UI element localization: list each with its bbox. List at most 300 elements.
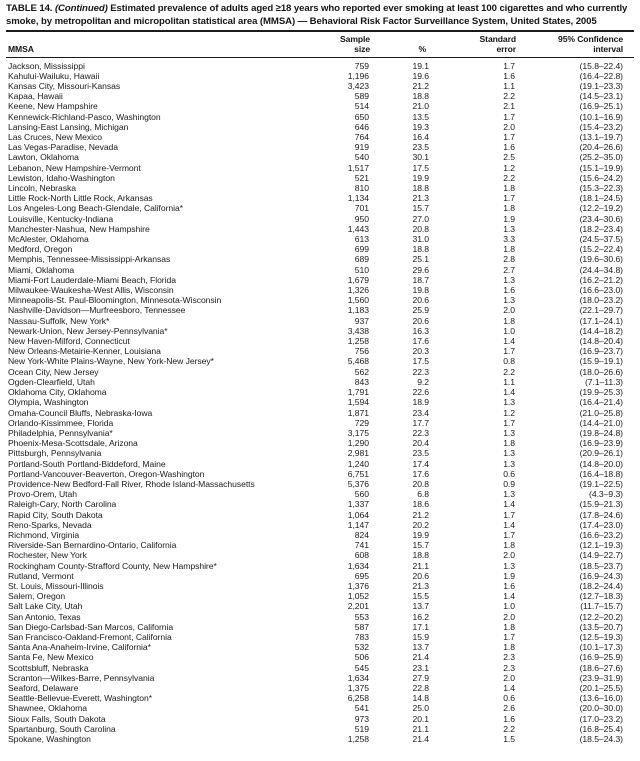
- sample-size-cell: 646: [354, 121, 369, 132]
- confidence-interval-cell: (13.5–20.7): [579, 621, 623, 632]
- mmsa-cell: Providence-New Bedford-Fall River, Rhode Island-Massachusetts: [8, 478, 255, 489]
- percent-cell: 17.5: [412, 356, 429, 367]
- standard-error-cell: 1.0: [503, 325, 515, 336]
- mmsa-cell: Lawton, Oklahoma: [8, 152, 79, 163]
- table-row: [6, 346, 634, 356]
- standard-error-cell: 1.0: [503, 601, 515, 612]
- percent-cell: 22.8: [412, 682, 429, 693]
- confidence-interval-cell: (15.6–24.2): [579, 172, 623, 183]
- sample-size-cell: 1,560: [347, 295, 369, 306]
- confidence-interval-cell: (15.3–22.3): [579, 183, 623, 194]
- mmsa-cell: Sioux Falls, South Dakota: [8, 713, 106, 724]
- standard-error-cell: 1.6: [503, 580, 515, 591]
- percent-cell: 17.7: [412, 417, 429, 428]
- mmsa-cell: Rochester, New York: [8, 550, 87, 561]
- sample-size-cell: 759: [354, 60, 369, 71]
- sample-size-cell: 699: [354, 244, 369, 255]
- confidence-interval-cell: (16.9–23.9): [579, 438, 623, 449]
- standard-error-cell: 1.7: [503, 193, 515, 204]
- table-row: [6, 652, 634, 662]
- percent-cell: 15.5: [412, 591, 429, 602]
- standard-error-cell: 1.5: [503, 734, 515, 744]
- standard-error-cell: 1.4: [503, 336, 515, 347]
- percent-cell: 16.3: [412, 325, 429, 336]
- standard-error-cell: 1.8: [503, 315, 515, 326]
- sample-size-cell: 1,517: [347, 162, 369, 173]
- mmsa-cell: Miami-Fort Lauderdale-Miami Beach, Florida: [8, 274, 176, 285]
- percent-cell: 21.1: [412, 560, 429, 571]
- confidence-interval-cell: (21.0–25.8): [579, 407, 623, 418]
- sample-size-cell: 5,376: [347, 478, 369, 489]
- percent-cell: 16.4: [412, 132, 429, 143]
- standard-error-cell: 1.8: [503, 244, 515, 255]
- table-row: [6, 152, 634, 162]
- confidence-interval-cell: (14.4–21.0): [579, 417, 623, 428]
- sample-size-cell: 824: [354, 529, 369, 540]
- percent-cell: 20.8: [412, 478, 429, 489]
- standard-error-cell: 3.3: [503, 234, 515, 245]
- confidence-interval-cell: (19.8–24.8): [579, 427, 623, 438]
- percent-cell: 13.7: [412, 642, 429, 653]
- sample-size-cell: 2,981: [347, 448, 369, 459]
- standard-error-cell: 1.7: [503, 60, 515, 71]
- percent-cell: 30.1: [412, 152, 429, 163]
- mmsa-cell: Las Vegas-Paradise, Nevada: [8, 142, 119, 153]
- table-row: [6, 520, 634, 530]
- standard-error-cell: 2.0: [503, 305, 515, 316]
- standard-error-cell: 2.2: [503, 91, 515, 102]
- percent-cell: 13.7: [412, 601, 429, 612]
- mmsa-cell: Ocean City, New Jersey: [8, 366, 99, 377]
- prevalence-table: [6, 32, 634, 744]
- mmsa-cell: Raleigh-Cary, North Carolina: [8, 499, 117, 510]
- standard-error-cell: 1.8: [503, 183, 515, 194]
- table-row: [6, 57, 634, 71]
- percent-cell: 19.6: [412, 70, 429, 81]
- confidence-interval-cell: (15.4–23.2): [579, 121, 623, 132]
- confidence-interval-cell: (17.0–23.2): [579, 713, 623, 724]
- percent-cell: 21.3: [412, 580, 429, 591]
- mmsa-cell: San Diego-Carlsbad-San Marcos, California: [8, 621, 174, 632]
- table-row: [6, 173, 634, 183]
- sample-size-cell: 5,468: [347, 356, 369, 367]
- mmsa-cell: San Antonio, Texas: [8, 611, 81, 622]
- table-row: [6, 377, 634, 387]
- confidence-interval-cell: (19.1–23.3): [579, 81, 623, 91]
- confidence-interval-cell: (18.5–23.7): [579, 560, 623, 571]
- mmsa-cell: Omaha-Council Bluffs, Nebraska-Iowa: [8, 407, 153, 418]
- sample-size-cell: 1,240: [347, 458, 369, 469]
- sample-size-cell: 843: [354, 376, 369, 387]
- percent-cell: 15.7: [412, 540, 429, 551]
- sample-size-cell: 1,376: [347, 580, 369, 591]
- standard-error-cell: 0.9: [503, 478, 515, 489]
- table-row: [6, 244, 634, 254]
- confidence-interval-cell: (20.0–30.0): [579, 703, 623, 714]
- header-line: Standard: [479, 34, 516, 44]
- sample-size-cell: 919: [354, 142, 369, 153]
- mmsa-cell: Memphis, Tennessee-Mississippi-Arkansas: [8, 254, 171, 265]
- mmsa-cell: Santa Ana-Anaheim-Irvine, California*: [8, 642, 151, 653]
- standard-error-cell: 1.3: [503, 397, 515, 408]
- percent-cell: 9.2: [417, 376, 429, 387]
- percent-cell: 13.5: [412, 111, 429, 122]
- sample-size-cell: 6,751: [347, 468, 369, 479]
- table-row: [6, 540, 634, 550]
- percent-cell: 18.8: [412, 550, 429, 561]
- standard-error-cell: 2.1: [503, 101, 515, 112]
- table-row: [6, 142, 634, 152]
- standard-error-cell: 1.4: [503, 387, 515, 398]
- table-row: [6, 193, 634, 203]
- percent-cell: 19.1: [412, 60, 429, 71]
- standard-error-cell: 1.6: [503, 713, 515, 724]
- mmsa-cell: Minneapolis-St. Paul-Bloomington, Minnesota-Wisconsin: [8, 295, 222, 306]
- mmsa-cell: Seaford, Delaware: [8, 682, 79, 693]
- table-row: [6, 305, 634, 315]
- sample-size-cell: 650: [354, 111, 369, 122]
- mmsa-cell: Richmond, Virginia: [8, 529, 80, 540]
- mmsa-cell: Manchester-Nashua, New Hampshire: [8, 223, 150, 234]
- sample-size-cell: 973: [354, 713, 369, 724]
- table-row: [6, 234, 634, 244]
- table-title-number: TABLE 14.: [6, 3, 53, 14]
- confidence-interval-cell: (12.2–19.2): [579, 203, 623, 214]
- table-row: [6, 663, 634, 673]
- percent-cell: 31.0: [412, 234, 429, 245]
- percent-cell: 21.2: [412, 81, 429, 91]
- confidence-interval-cell: (18.5–24.3): [579, 734, 623, 744]
- table-row: [6, 601, 634, 611]
- standard-error-cell: 1.8: [503, 203, 515, 214]
- standard-error-cell: 2.0: [503, 121, 515, 132]
- percent-cell: 15.9: [412, 631, 429, 642]
- percent-cell: 16.2: [412, 611, 429, 622]
- mmsa-cell: Las Cruces, New Mexico: [8, 132, 102, 143]
- table-row: [6, 632, 634, 642]
- sample-size-cell: 1,375: [347, 682, 369, 693]
- mmsa-cell: Newark-Union, New Jersey-Pennsylvania*: [8, 325, 168, 336]
- percent-cell: 18.8: [412, 244, 429, 255]
- percent-cell: 22.3: [412, 366, 429, 377]
- standard-error-cell: 0.6: [503, 468, 515, 479]
- mmsa-cell: Lebanon, New Hampshire-Vermont: [8, 162, 141, 173]
- confidence-interval-cell: (10.1–16.9): [579, 111, 623, 122]
- percent-cell: 18.7: [412, 274, 429, 285]
- sample-size-cell: 1,443: [347, 223, 369, 234]
- table-row: [6, 356, 634, 366]
- confidence-interval-cell: (16.4–21.4): [579, 397, 623, 408]
- table-header: [6, 32, 634, 57]
- mmsa-cell: Philadelphia, Pennsylvania*: [8, 427, 113, 438]
- table-row: [6, 499, 634, 509]
- sample-size-cell: 553: [354, 611, 369, 622]
- standard-error-cell: 2.3: [503, 652, 515, 663]
- standard-error-cell: 1.7: [503, 346, 515, 357]
- mmsa-cell: Louisville, Kentucky-Indiana: [8, 213, 114, 224]
- column-header-confidence-interval: [516, 32, 634, 57]
- standard-error-cell: 1.3: [503, 448, 515, 459]
- percent-cell: 21.3: [412, 193, 429, 204]
- standard-error-cell: 1.8: [503, 642, 515, 653]
- confidence-interval-cell: (19.9–25.3): [579, 387, 623, 398]
- confidence-interval-cell: (14.8–20.4): [579, 336, 623, 347]
- percent-cell: 21.1: [412, 723, 429, 734]
- table-body: [6, 57, 634, 744]
- standard-error-cell: 1.7: [503, 132, 515, 143]
- table-row: [6, 336, 634, 346]
- header-line: error: [496, 43, 516, 54]
- percent-cell: 20.1: [412, 713, 429, 724]
- confidence-interval-cell: (13.1–19.7): [579, 132, 623, 143]
- column-header-percent: %: [370, 32, 430, 57]
- standard-error-cell: 1.2: [503, 162, 515, 173]
- confidence-interval-cell: (16.8–25.4): [579, 723, 623, 734]
- mmsa-cell: Lansing-East Lansing, Michigan: [8, 121, 129, 132]
- column-header-sample-size: [326, 32, 370, 57]
- confidence-interval-cell: (11.7–15.7): [580, 601, 623, 612]
- sample-size-cell: 514: [354, 101, 369, 112]
- confidence-interval-cell: (16.9–25.1): [579, 101, 623, 112]
- table-row: [6, 561, 634, 571]
- percent-cell: 19.9: [412, 529, 429, 540]
- confidence-interval-cell: (17.4–23.0): [579, 519, 623, 530]
- header-line: 95% Confidence: [558, 34, 623, 44]
- table-row: [6, 571, 634, 581]
- standard-error-cell: 1.3: [503, 489, 515, 500]
- confidence-interval-cell: (16.6–23.0): [579, 285, 623, 296]
- confidence-interval-cell: (16.9–23.7): [579, 346, 623, 357]
- confidence-interval-cell: (4.3–9.3): [589, 489, 623, 500]
- table-row: [6, 703, 634, 713]
- percent-cell: 20.6: [412, 295, 429, 306]
- mmsa-cell: Nassau-Suffolk, New York*: [8, 315, 110, 326]
- sample-size-cell: 519: [354, 723, 369, 734]
- sample-size-cell: 701: [354, 203, 369, 214]
- table-row: [6, 408, 634, 418]
- confidence-interval-cell: (19.1–22.5): [579, 478, 623, 489]
- mmsa-cell: Salt Lake City, Utah: [8, 601, 83, 612]
- standard-error-cell: 2.0: [503, 611, 515, 622]
- percent-cell: 25.1: [412, 254, 429, 265]
- table-row: [6, 591, 634, 601]
- sample-size-cell: 506: [354, 652, 369, 663]
- percent-cell: 20.8: [412, 223, 429, 234]
- sample-size-cell: 1,134: [347, 193, 369, 204]
- mmsa-cell: Little Rock-North Little Rock, Arkansas: [8, 193, 153, 204]
- mmsa-cell: McAlester, Oklahoma: [8, 234, 89, 245]
- sample-size-cell: 560: [354, 489, 369, 500]
- sample-size-cell: 756: [354, 346, 369, 357]
- standard-error-cell: 1.6: [503, 142, 515, 153]
- table-row: [6, 438, 634, 448]
- sample-size-cell: 521: [354, 172, 369, 183]
- percent-cell: 22.6: [412, 387, 429, 398]
- percent-cell: 17.4: [412, 458, 429, 469]
- standard-error-cell: 1.7: [503, 111, 515, 122]
- confidence-interval-cell: (12.5–19.3): [579, 631, 623, 642]
- percent-cell: 21.4: [412, 652, 429, 663]
- table-row: [6, 265, 634, 275]
- percent-cell: 23.4: [412, 407, 429, 418]
- confidence-interval-cell: (16.9–25.9): [579, 652, 623, 663]
- sample-size-cell: 695: [354, 570, 369, 581]
- standard-error-cell: 1.3: [503, 274, 515, 285]
- sample-size-cell: 532: [354, 642, 369, 653]
- table-row: [6, 275, 634, 285]
- percent-cell: 14.8: [412, 693, 429, 704]
- table-header-row: [6, 32, 634, 57]
- confidence-interval-cell: (15.1–19.9): [579, 162, 623, 173]
- table-row: [6, 203, 634, 213]
- standard-error-cell: 1.7: [503, 631, 515, 642]
- standard-error-cell: 1.3: [503, 560, 515, 571]
- table-row: [6, 122, 634, 132]
- mmsa-cell: Lincoln, Nebraska: [8, 183, 76, 194]
- sample-size-cell: 540: [354, 152, 369, 163]
- mmsa-cell: Milwaukee-Waukesha-West Allis, Wisconsin: [8, 285, 174, 296]
- confidence-interval-cell: (10.1–17.3): [579, 642, 623, 653]
- mmsa-cell: New Haven-Milford, Connecticut: [8, 336, 130, 347]
- table-row: [6, 642, 634, 652]
- standard-error-cell: 1.7: [503, 417, 515, 428]
- mmsa-cell: Ogden-Clearfield, Utah: [8, 376, 95, 387]
- confidence-interval-cell: (16.6–23.2): [579, 529, 623, 540]
- standard-error-cell: 1.3: [503, 223, 515, 234]
- percent-cell: 23.5: [412, 142, 429, 153]
- confidence-interval-cell: (16.4–22.8): [579, 70, 623, 81]
- mmsa-cell: Spokane, Washington: [8, 734, 91, 744]
- mmsa-cell: Rockingham County-Strafford County, New Hampshire*: [8, 560, 217, 571]
- sample-size-cell: 1,871: [347, 407, 369, 418]
- sample-size-cell: 1,258: [347, 734, 369, 744]
- confidence-interval-cell: (18.6–27.6): [579, 662, 623, 673]
- table-title-text: Estimated prevalence of adults aged ≥18 years who reported ever smoking at least 100 cigarettes and who currently smoke, by metropolitan and micropolitan statistical area (MMSA) — Behavioral Risk Factor Surveillance System, United States, 2005: [6, 3, 628, 27]
- mmsa-cell: Oklahoma City, Oklahoma: [8, 387, 107, 398]
- mmsa-cell: Shawnee, Oklahoma: [8, 703, 87, 714]
- standard-error-cell: 2.3: [503, 662, 515, 673]
- mmsa-cell: Portland-South Portland-Biddeford, Maine: [8, 458, 166, 469]
- mmsa-cell: Los Angeles-Long Beach-Glendale, California*: [8, 203, 184, 214]
- percent-cell: 21.4: [412, 734, 429, 744]
- mmsa-cell: Kennewick-Richland-Pasco, Washington: [8, 111, 161, 122]
- confidence-interval-cell: (18.2–24.4): [579, 580, 623, 591]
- standard-error-cell: 1.7: [503, 529, 515, 540]
- mmsa-cell: Scranton—Wilkes-Barre, Pennsylvania: [8, 672, 155, 683]
- table-title-continued: (Continued): [54, 3, 108, 14]
- confidence-interval-cell: (20.9–26.1): [579, 448, 623, 459]
- sample-size-cell: 6,258: [347, 693, 369, 704]
- standard-error-cell: 2.2: [503, 366, 515, 377]
- sample-size-cell: 937: [354, 315, 369, 326]
- confidence-interval-cell: (12.7–18.3): [579, 591, 623, 602]
- standard-error-cell: 0.6: [503, 693, 515, 704]
- percent-cell: 23.1: [412, 662, 429, 673]
- table-row: [6, 285, 634, 295]
- table-row: [6, 693, 634, 703]
- mmsa-cell: Keene, New Hampshire: [8, 101, 98, 112]
- percent-cell: 25.0: [412, 703, 429, 714]
- standard-error-cell: 1.8: [503, 438, 515, 449]
- table-row: [6, 448, 634, 458]
- mmsa-cell: Provo-Orem, Utah: [8, 489, 77, 500]
- confidence-interval-cell: (23.4–30.6): [579, 213, 623, 224]
- table-row: [6, 367, 634, 377]
- confidence-interval-cell: (14.8–20.0): [579, 458, 623, 469]
- sample-size-cell: 613: [354, 234, 369, 245]
- table-row: [6, 418, 634, 428]
- percent-cell: 17.6: [412, 336, 429, 347]
- table-row: [6, 112, 634, 122]
- mmsa-cell: Kansas City, Missouri-Kansas: [8, 81, 121, 91]
- confidence-interval-cell: (19.6–30.6): [579, 254, 623, 265]
- mmsa-cell: Scottsbluff, Nebraska: [8, 662, 89, 673]
- table-row: [6, 387, 634, 397]
- percent-cell: 29.6: [412, 264, 429, 275]
- confidence-interval-cell: (12.2–20.2): [579, 611, 623, 622]
- mmsa-cell: Medford, Oregon: [8, 244, 73, 255]
- mmsa-cell: Salem, Oregon: [8, 591, 66, 602]
- mmsa-cell: Pittsburgh, Pennsylvania: [8, 448, 102, 459]
- sample-size-cell: 1,337: [347, 499, 369, 510]
- mmsa-cell: Jackson, Mississippi: [8, 60, 85, 71]
- standard-error-cell: 2.7: [503, 264, 515, 275]
- table-row: [6, 428, 634, 438]
- mmsa-cell: Seattle-Bellevue-Everett, Washington*: [8, 693, 153, 704]
- table-row: [6, 295, 634, 305]
- confidence-interval-cell: (23.9–31.9): [579, 672, 623, 683]
- sample-size-cell: 1,052: [347, 591, 369, 602]
- sample-size-cell: 510: [354, 264, 369, 275]
- table-row: [6, 224, 634, 234]
- sample-size-cell: 764: [354, 132, 369, 143]
- sample-size-cell: 1,634: [347, 560, 369, 571]
- percent-cell: 20.6: [412, 315, 429, 326]
- standard-error-cell: 2.6: [503, 703, 515, 714]
- header-line: interval: [593, 43, 623, 54]
- sample-size-cell: 541: [354, 703, 369, 714]
- percent-cell: 18.8: [412, 91, 429, 102]
- mmsa-cell: San Francisco-Oakland-Fremont, California: [8, 631, 172, 642]
- table-row: [6, 489, 634, 499]
- table-row: [6, 581, 634, 591]
- mmsa-cell: Orlando-Kissimmee, Florida: [8, 417, 114, 428]
- percent-cell: 18.9: [412, 397, 429, 408]
- table-row: [6, 622, 634, 632]
- standard-error-cell: 1.4: [503, 682, 515, 693]
- table-row: [6, 550, 634, 560]
- table-row: [6, 734, 634, 744]
- table-row: [6, 530, 634, 540]
- confidence-interval-cell: (24.4–34.8): [579, 264, 623, 275]
- confidence-interval-cell: (20.4–26.6): [579, 142, 623, 153]
- table-row: [6, 101, 634, 111]
- confidence-interval-cell: (15.8–22.4): [579, 60, 623, 71]
- percent-cell: 21.0: [412, 101, 429, 112]
- sample-size-cell: 587: [354, 621, 369, 632]
- standard-error-cell: 1.8: [503, 621, 515, 632]
- sample-size-cell: 810: [354, 183, 369, 194]
- confidence-interval-cell: (22.1–29.7): [579, 305, 623, 316]
- standard-error-cell: 0.8: [503, 356, 515, 367]
- standard-error-cell: 1.3: [503, 458, 515, 469]
- mmsa-cell: Reno-Sparks, Nevada: [8, 519, 92, 530]
- confidence-interval-cell: (25.2–35.0): [579, 152, 623, 163]
- percent-cell: 20.6: [412, 570, 429, 581]
- mmsa-cell: Rutland, Vermont: [8, 570, 74, 581]
- standard-error-cell: 1.4: [503, 499, 515, 510]
- percent-cell: 15.7: [412, 203, 429, 214]
